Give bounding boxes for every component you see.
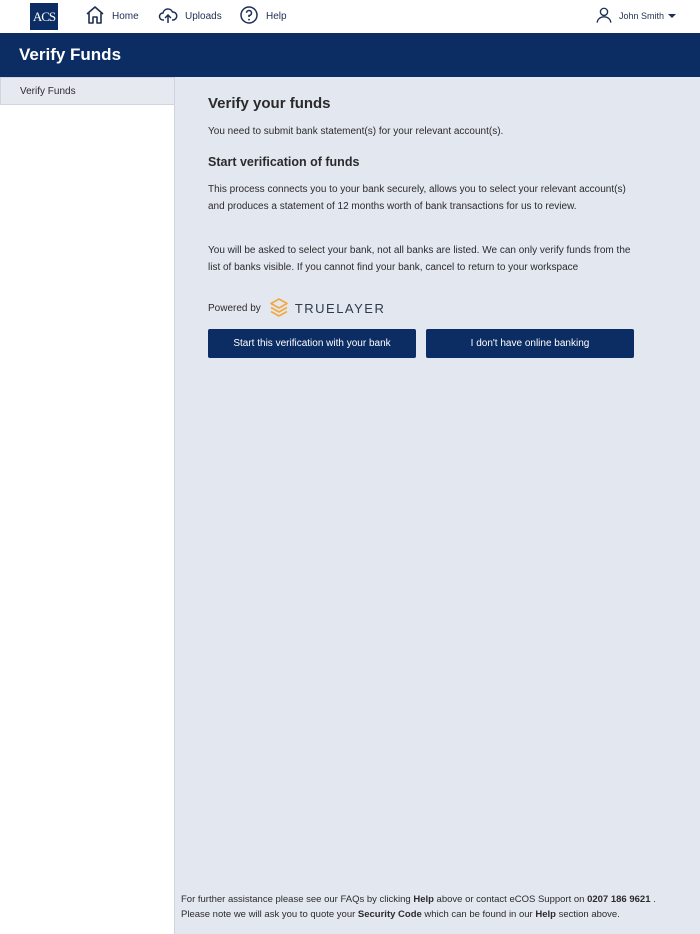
main-content — [175, 77, 700, 934]
footer-line-1 — [181, 892, 691, 907]
start-verification-button[interactable]: Start this verification with your bank — [208, 329, 416, 358]
nav-help-label: Help — [266, 10, 287, 22]
help-circle-icon — [239, 5, 259, 28]
home-icon — [85, 5, 105, 28]
user-menu[interactable] — [595, 6, 676, 26]
cloud-upload-icon — [158, 5, 178, 28]
brand-logo[interactable] — [30, 3, 58, 30]
footer-assistance — [181, 892, 691, 922]
nav-uploads-label: Uploads — [185, 10, 222, 22]
footer-text: . — [650, 894, 656, 905]
chevron-down-icon — [668, 14, 676, 18]
truelayer-wordmark: TRUELAYER — [294, 300, 386, 316]
footer-text: which can be found in our — [421, 909, 536, 920]
page-title: Verify Funds — [19, 45, 122, 64]
footer-text: For further assistance please see our FAQs by clicking — [181, 894, 414, 905]
footer-text: above or contact eCOS Support on — [433, 894, 588, 905]
section-heading: Verify your funds — [208, 95, 331, 112]
footer-help-ref: Help — [535, 909, 556, 920]
subheading: Start verification of funds — [208, 155, 360, 169]
nav-home-label: Home — [112, 10, 139, 22]
nav-home-link[interactable] — [85, 6, 139, 26]
process-description: This process connects you to your bank securely, allows you to select your relevant account(s) and produces a statement of 12 months worth of bank transactions for us to review. — [208, 184, 626, 212]
security-code-ref: Security Code — [357, 909, 422, 920]
no-online-banking-button[interactable]: I don't have online banking — [426, 329, 634, 358]
powered-by — [208, 297, 385, 319]
footer-help-ref: Help — [413, 894, 434, 905]
support-phone: 0207 186 9621 — [587, 894, 651, 905]
logo-text: ACS — [32, 8, 56, 24]
powered-by-label: Powered by — [208, 302, 261, 314]
sidebar-item-label: Verify Funds — [20, 86, 76, 97]
bank-selection-note: You will be asked to select your bank, not all banks are listed. We can only verify funds from the list of banks visible. If you cannot find your bank, cancel to return to your workspace — [208, 245, 631, 273]
intro-text: You need to submit bank statement(s) for your relevant account(s). — [208, 126, 504, 137]
sidebar-item-verify-funds[interactable] — [0, 77, 175, 105]
nav-help-link[interactable] — [239, 6, 287, 26]
nav-uploads-link[interactable] — [158, 6, 222, 26]
sidebar — [0, 77, 175, 934]
user-name: John Smith — [618, 11, 664, 21]
user-icon — [595, 6, 619, 26]
footer-text: section above. — [555, 909, 620, 920]
top-navigation — [0, 0, 700, 33]
footer-line-2 — [181, 907, 691, 922]
truelayer-logo-icon — [268, 297, 290, 319]
page-header — [0, 33, 700, 77]
footer-text: Please note we will ask you to quote your — [181, 909, 358, 920]
